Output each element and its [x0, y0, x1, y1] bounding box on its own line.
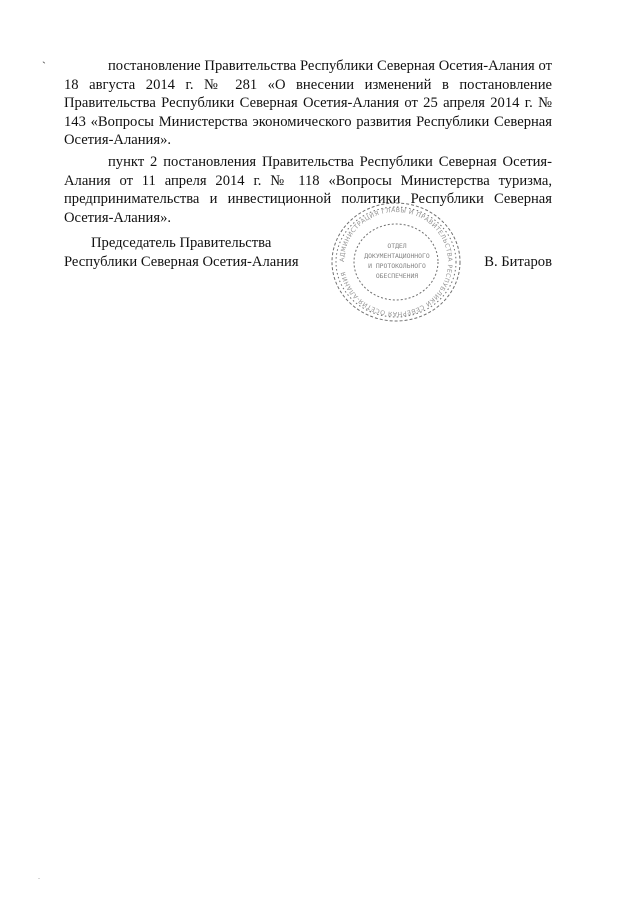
seal-line-2: ДОКУМЕНТАЦИОННОГО [364, 252, 430, 260]
official-seal-stamp [327, 200, 465, 324]
document-body [64, 57, 552, 230]
scan-mark-bottom: . [38, 872, 40, 881]
signatory-name: В. Битаров [484, 253, 552, 270]
signatory-role [64, 234, 324, 271]
signatory-role-line-1: Председатель Правительства [91, 235, 272, 251]
seal-ring-text: АДМИНИСТРАЦИЯ ГЛАВЫ И ПРАВИТЕЛЬСТВА РЕСПУБЛИКИ СЕВЕРНАЯ ОСЕТИЯ-АЛАНИЯ [338, 206, 454, 318]
seal-line-3: И ПРОТОКОЛЬНОГО [368, 262, 426, 270]
scan-mark: ` [42, 59, 46, 73]
signature-block [64, 234, 552, 314]
paragraph-1: постановление Правительства Республики Северная Осетия-Алания от 18 августа 2014 г. № 281 «О внесении изменений в постановление Правительства Республики Северная Осетия-Алания от 25 апреля 2014 г. № 143 «Вопросы Министерства экономического развития Республики Северная Осетия-Алания». [64, 58, 552, 149]
signatory-role-line-2: Республики Северная Осетия-Алания [64, 253, 299, 270]
seal-line-4: ОБЕСПЕЧЕНИЯ [375, 272, 419, 280]
paragraph-2: пункт 2 постановления Правительства Республики Северная Осетия-Алания от 11 апреля 2014 г. № 118 «Вопросы Министерства туризма, предпринимательства и инвестиционной политики Республики Северная Осетия-Алания». [64, 153, 552, 226]
seal-line-1: ОТДЕЛ [387, 242, 407, 250]
